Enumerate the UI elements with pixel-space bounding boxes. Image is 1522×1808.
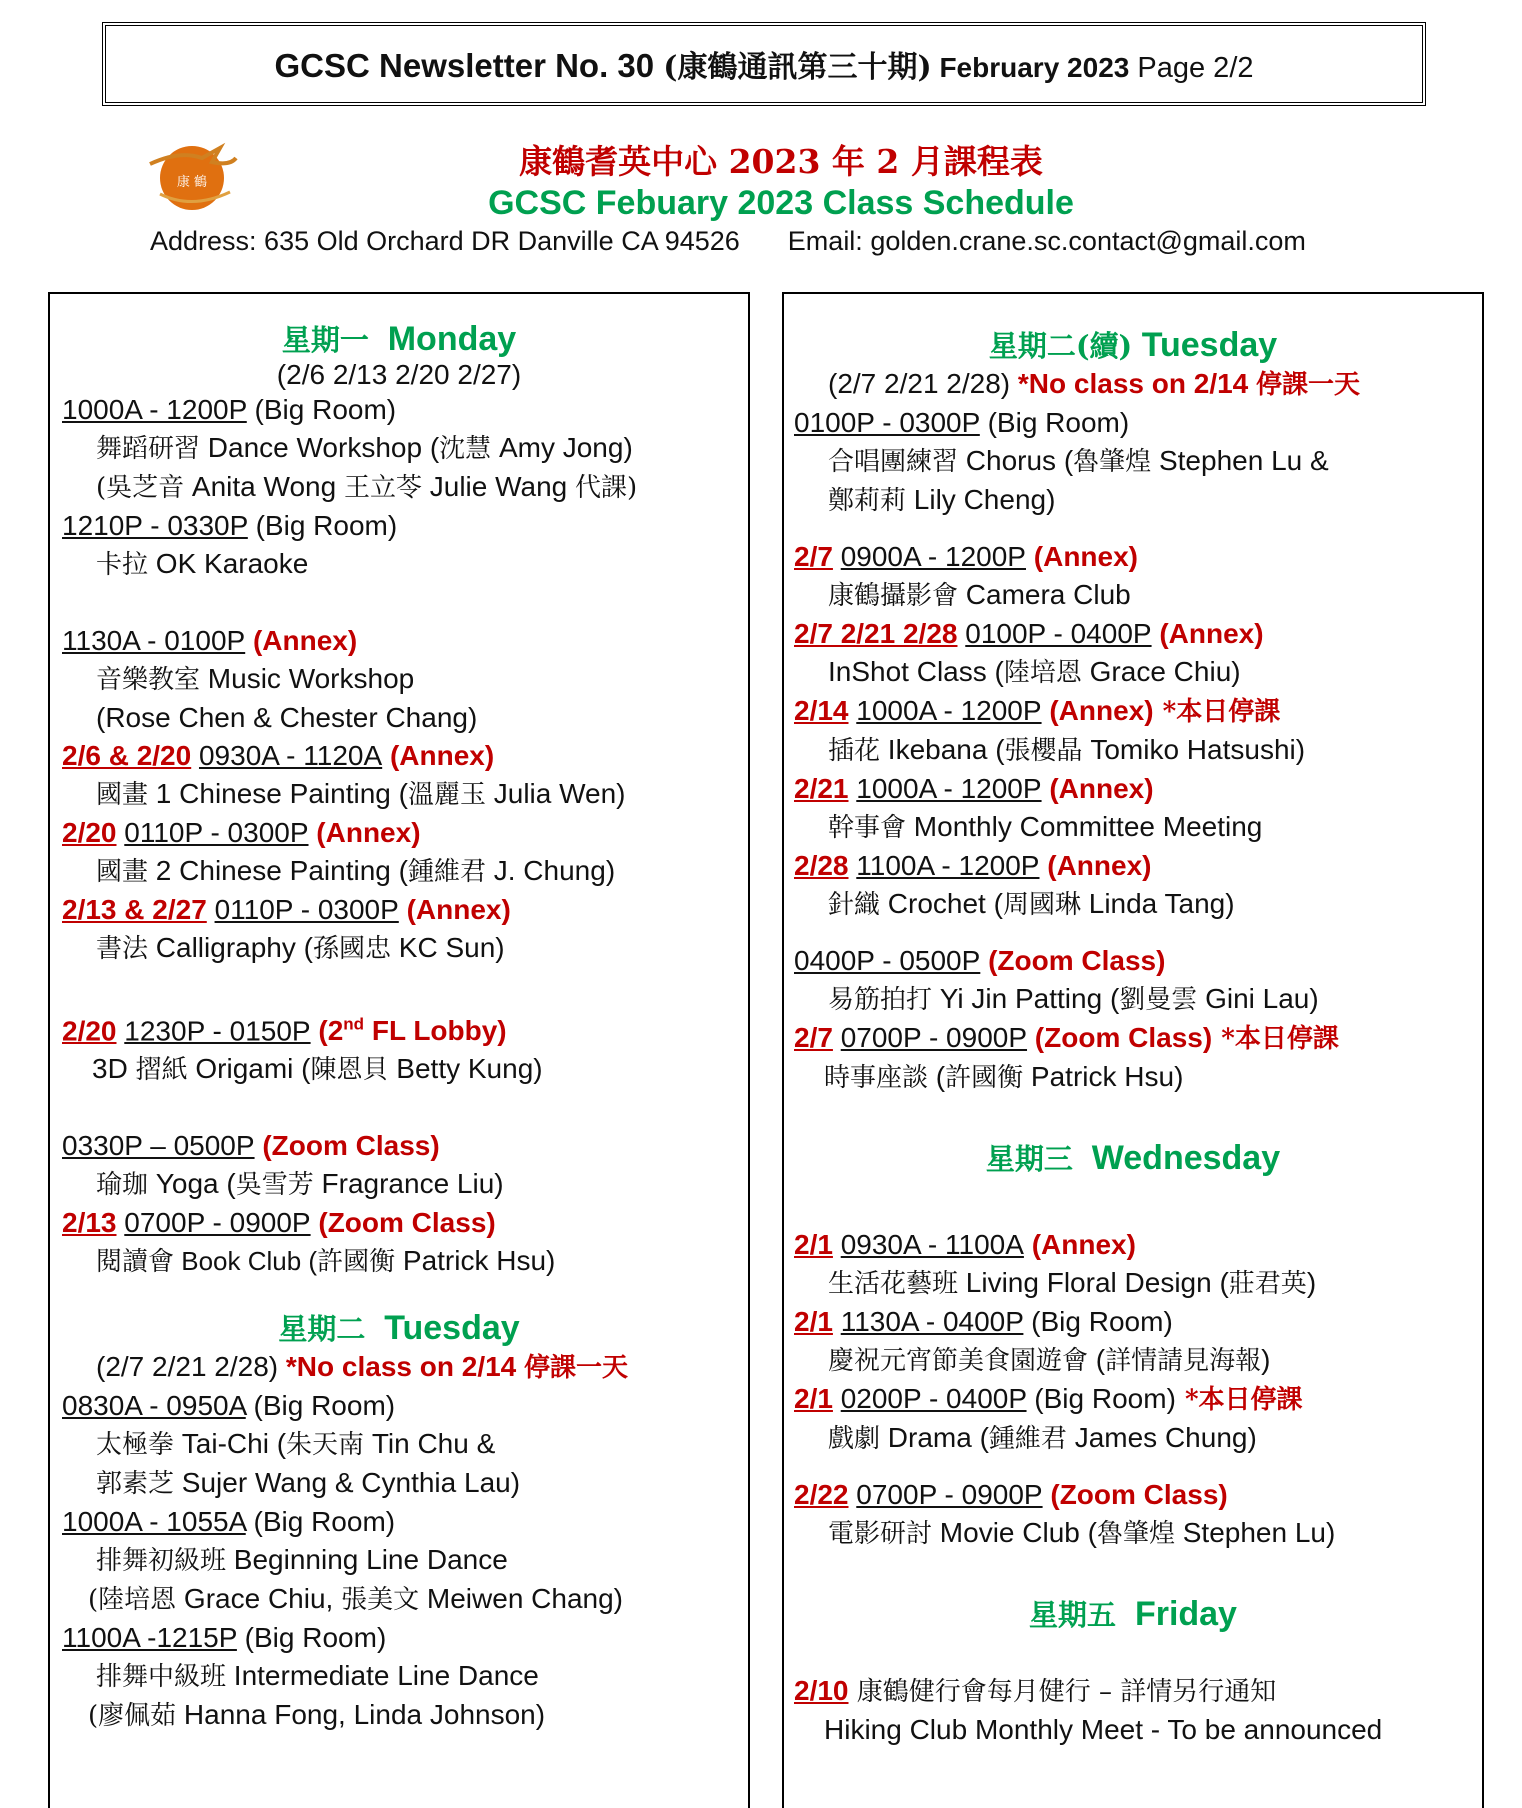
zh-text: 張櫻晶 xyxy=(1004,736,1083,766)
en-text: Gini Lau) xyxy=(1197,983,1319,1014)
no-class-text: *No class on 2/14 xyxy=(285,1351,525,1383)
zh-text: 易筋拍打 xyxy=(828,985,933,1015)
en-text: Tai-Chi ( xyxy=(174,1428,287,1460)
zh-text: (廖佩茹 xyxy=(88,1701,177,1732)
no-class-zh: 停課一天 xyxy=(524,1353,629,1384)
zh-text: 張美文 xyxy=(341,1585,420,1616)
class-desc xyxy=(62,1580,748,1619)
zh-text: (陸培恩 xyxy=(88,1585,177,1616)
zh-text: 鍾維君 xyxy=(988,1424,1067,1454)
class-time: 0700P - 0900P xyxy=(856,1479,1043,1510)
friday-heading-zh: 星期五 xyxy=(1029,1598,1117,1632)
class-entry xyxy=(62,622,748,660)
zh-text: 陸培恩 xyxy=(1003,658,1082,688)
class-time: 1210P - 0330P xyxy=(62,510,248,541)
zh-text: 王立苓 xyxy=(343,473,422,503)
en-text: ) xyxy=(1261,1344,1271,1375)
banner-newsletter-zh: (康鶴通訊第三十期) xyxy=(663,50,932,85)
zh-text: 詳情請見海報 xyxy=(1105,1346,1262,1376)
zh-text: 郭素芝 xyxy=(96,1469,175,1500)
zh-text: 太極拳 xyxy=(96,1430,175,1461)
class-time: 1130A - 0100P xyxy=(62,625,246,656)
en-text: Tomiko Hatsushi) xyxy=(1082,734,1306,765)
class-date: 2/28 xyxy=(794,850,849,881)
class-date: 2/1 xyxy=(794,1306,833,1337)
class-time: 1100A -1215P xyxy=(62,1622,237,1654)
email-text: Email: golden.crane.sc.contact@gmail.com xyxy=(787,226,1306,256)
en-text: 1 Chinese Painting ( xyxy=(148,778,408,809)
zh-text: 康鶴健行會每月健行 – 詳情另行通知 xyxy=(848,1677,1277,1707)
class-date: 2/7 2/21 2/28 xyxy=(794,618,958,649)
zh-text: 吳雪芳 xyxy=(235,1170,314,1201)
left-column xyxy=(48,292,750,1808)
class-desc xyxy=(794,442,1482,481)
no-class-zh: 停課一天 xyxy=(1256,370,1361,400)
en-text: Dance Workshop ( xyxy=(200,432,440,463)
class-desc xyxy=(794,1711,1482,1749)
right-column xyxy=(782,292,1484,1808)
contact-line xyxy=(150,226,1306,257)
class-room: (Annex) xyxy=(245,625,358,656)
class-room: (Annex) xyxy=(1041,773,1154,804)
class-room: (Zoom Class) xyxy=(980,945,1166,976)
class-time: 1000A - 1055A xyxy=(62,1506,246,1538)
cancel-note: *本日停課 xyxy=(1212,1024,1339,1054)
class-entry xyxy=(62,1619,748,1657)
en-text: InShot Class ( xyxy=(828,656,1004,687)
zh-text: 摺紙 xyxy=(135,1055,188,1086)
class-desc xyxy=(794,1419,1482,1458)
dates-text: (2/7 2/21 2/28) xyxy=(828,368,1018,399)
zh-text: 魯肇煌 xyxy=(1073,447,1152,477)
class-date: 2/20 xyxy=(62,1015,117,1047)
en-text: Grace Chiu) xyxy=(1081,656,1241,687)
class-room: (Annex) xyxy=(1041,695,1154,726)
en-text: ) xyxy=(1306,1267,1317,1298)
class-entry xyxy=(62,1387,748,1425)
class-room: (Zoom Class) xyxy=(1042,1479,1228,1510)
class-entry xyxy=(794,942,1482,980)
class-date: 2/7 xyxy=(794,541,833,572)
class-time: 0700P - 0900P xyxy=(840,1022,1028,1053)
en-text: Amy Jong) xyxy=(491,432,633,463)
cancel-note: *本日停課 xyxy=(1175,1385,1303,1415)
class-entry xyxy=(794,770,1482,808)
zh-text: 戲劇 xyxy=(828,1424,881,1454)
class-time: 1000A - 1200P xyxy=(856,773,1042,804)
en-text: Betty Kung) xyxy=(388,1053,543,1085)
zh-text: 舞蹈研習 xyxy=(96,434,201,464)
en-text: Julie Wang xyxy=(421,471,575,502)
class-date: 2/7 xyxy=(794,1022,833,1053)
zh-text: (吳芝音 xyxy=(96,473,185,503)
en-text: Sujer Wang & Cynthia Lau) xyxy=(174,1467,521,1499)
class-room xyxy=(311,1015,507,1046)
en-text: Beginning Line Dance xyxy=(226,1544,508,1576)
zh-text: 瑜珈 xyxy=(96,1170,149,1201)
friday-heading-en: Friday xyxy=(1134,1595,1237,1633)
en-text: Linda Tang) xyxy=(1080,888,1235,919)
zh-text: 國畫 xyxy=(96,780,149,810)
class-desc xyxy=(62,1242,748,1281)
en-text: Chorus ( xyxy=(958,445,1074,476)
en-text: James Chung) xyxy=(1066,1422,1257,1453)
banner-text xyxy=(275,42,1254,86)
en-text: Hanna Fong, Linda Johnson) xyxy=(176,1699,546,1731)
tuesday-cont-heading xyxy=(784,324,1482,365)
en-text: Movie Club ( xyxy=(932,1517,1097,1548)
en-text: Ikebana ( xyxy=(880,734,1005,765)
en-text: Patrick Hsu) xyxy=(395,1245,556,1277)
class-time: 0830A - 0950A xyxy=(62,1390,246,1422)
schedule-title-zh: 康鶴耆英中心 2023 年 2 月課程表 xyxy=(519,142,1043,181)
zh-text: 周國琳 xyxy=(1002,890,1081,920)
cancel-note: *本日停課 xyxy=(1153,697,1281,727)
class-date: 2/20 xyxy=(62,817,117,848)
en-text: Camera Club xyxy=(958,579,1131,610)
zh-text: 書法 xyxy=(96,934,149,964)
class-entry xyxy=(794,1476,1482,1514)
class-entry xyxy=(794,1672,1482,1711)
class-time: 1000A - 1200P xyxy=(856,695,1042,726)
class-date: 2/10 xyxy=(794,1675,849,1706)
address-text: Address: 635 Old Orchard DR Danville CA 94526 xyxy=(150,226,740,256)
class-time: 0110P - 0300P xyxy=(124,817,309,848)
class-time: 0110P - 0300P xyxy=(214,894,399,925)
class-desc xyxy=(62,775,748,814)
friday-heading xyxy=(784,1593,1482,1634)
class-time: 0330P – 0500P xyxy=(62,1130,255,1162)
zh-text: 許國衡 xyxy=(317,1247,396,1278)
en-text: Anita Wong xyxy=(184,471,344,502)
zh-text: 許國衡 xyxy=(945,1063,1024,1093)
class-desc xyxy=(794,808,1482,847)
monday-heading xyxy=(50,318,748,359)
monday-heading-en: Monday xyxy=(387,320,517,358)
class-desc xyxy=(794,980,1482,1019)
class-room: (Annex) xyxy=(1023,1229,1136,1260)
class-time: 1230P - 0150P xyxy=(124,1015,311,1047)
class-desc xyxy=(62,1541,748,1580)
tuesday-heading-en: Tuesday xyxy=(384,1309,520,1348)
class-entry xyxy=(62,507,748,545)
tuesday-cont-dates xyxy=(794,365,1482,404)
class-desc xyxy=(794,885,1482,924)
class-desc xyxy=(794,1264,1482,1303)
zh-text: 莊君英 xyxy=(1228,1269,1307,1299)
tuesday-cont-heading-en: Tuesday xyxy=(1141,326,1278,364)
class-date: 2/14 xyxy=(794,695,849,726)
tuesday-cont-heading-zh: 星期二(續) xyxy=(988,329,1133,363)
zh-text: 排舞初級班 xyxy=(96,1546,227,1577)
class-room: (Annex) xyxy=(1039,850,1152,881)
zh-text: 沈慧 xyxy=(439,434,492,464)
class-time: 1130A - 0400P xyxy=(840,1306,1024,1337)
banner-page: Page 2/2 xyxy=(1129,52,1254,84)
en-text: Intermediate Line Dance xyxy=(226,1660,539,1692)
zh-text: 鄭莉莉 xyxy=(828,486,907,516)
logo-label: 康 鶴 xyxy=(176,175,208,190)
en-text: Crochet ( xyxy=(880,888,1003,919)
wednesday-heading xyxy=(784,1137,1482,1178)
class-entry xyxy=(794,1226,1482,1264)
schedule-title-en: GCSC Febuary 2023 Class Schedule xyxy=(488,184,1074,222)
class-entry xyxy=(62,737,748,775)
class-entry xyxy=(62,1127,748,1165)
en-text: 3D xyxy=(92,1053,136,1085)
class-desc xyxy=(62,1464,748,1503)
class-room: (Annex) xyxy=(398,894,511,925)
monday-heading-zh: 星期一 xyxy=(281,323,369,357)
class-desc xyxy=(62,929,748,968)
zh-text: 陳恩貝 xyxy=(310,1055,389,1086)
class-time: 1000A - 1200P xyxy=(62,394,247,425)
zh-text: 劉曼雲 xyxy=(1119,985,1198,1015)
class-room: (Big Room) xyxy=(246,394,397,425)
zh-text: 時事座談 xyxy=(824,1063,929,1093)
en-text: Book Club ( xyxy=(174,1246,318,1277)
zh-text: 幹事會 xyxy=(828,813,907,843)
zh-text: 排舞中級班 xyxy=(96,1662,227,1693)
class-room: (Zoom Class) xyxy=(310,1207,496,1239)
zh-text: 插花 xyxy=(828,736,881,766)
zh-text: 溫麗玉 xyxy=(407,780,486,810)
wednesday-heading-zh: 星期三 xyxy=(985,1142,1073,1176)
en-text: Stephen Lu & xyxy=(1151,445,1329,476)
class-time: 0930A - 1120A xyxy=(198,740,383,771)
zh-text: 朱天南 xyxy=(286,1430,365,1461)
en-text: 2 Chinese Painting ( xyxy=(148,855,408,886)
en-text: Living Floral Design ( xyxy=(958,1267,1229,1298)
en-text: Drama ( xyxy=(880,1422,989,1453)
class-date: 2/13 xyxy=(62,1207,117,1239)
zh-text: 音樂教室 xyxy=(96,665,201,695)
class-desc xyxy=(62,468,748,507)
class-room: (Big Room) xyxy=(247,510,398,541)
zh-text: 生活花藝班 xyxy=(828,1269,959,1299)
class-desc xyxy=(794,1514,1482,1553)
class-room: (Big Room) xyxy=(245,1390,396,1422)
class-desc xyxy=(62,852,748,891)
en-text: Tin Chu & xyxy=(364,1428,496,1460)
class-desc xyxy=(62,429,748,468)
en-text: Meiwen Chang) xyxy=(419,1583,623,1615)
class-room: (Big Room) xyxy=(1026,1383,1176,1414)
zh-text: 魯肇煌 xyxy=(1096,1519,1175,1549)
en-text: Lily Cheng) xyxy=(906,484,1056,515)
class-desc xyxy=(794,1341,1482,1380)
monday-dates: (2/6 2/13 2/20 2/27) xyxy=(276,359,522,390)
class-entry xyxy=(62,814,748,852)
zh-text: 國畫 xyxy=(96,857,149,887)
en-text: OK Karaoke xyxy=(148,548,309,579)
class-desc xyxy=(794,1058,1482,1097)
class-room: (Zoom Class) xyxy=(254,1130,440,1162)
class-time: 0100P - 0300P xyxy=(794,407,980,438)
en-text: Fragrance Liu) xyxy=(313,1168,504,1200)
zh-text: 閱讀會 xyxy=(96,1247,175,1278)
en-text: ( xyxy=(928,1061,946,1092)
class-entry xyxy=(62,1006,748,1050)
room-part: (2 xyxy=(310,1015,344,1047)
en-text: Calligraphy ( xyxy=(148,932,313,963)
room-part: FL Lobby) xyxy=(364,1015,507,1047)
class-date: 2/1 xyxy=(794,1229,833,1260)
class-entry xyxy=(794,692,1482,731)
en-text: Origami ( xyxy=(187,1053,311,1085)
class-room: (Big Room) xyxy=(236,1622,387,1654)
class-desc xyxy=(62,660,748,699)
wednesday-heading-en: Wednesday xyxy=(1091,1139,1281,1177)
banner-newsletter-number: GCSC Newsletter No. 30 xyxy=(274,47,664,84)
zh-text: 康鶴攝影會 xyxy=(828,581,959,611)
en-text: Monthly Committee Meeting xyxy=(906,811,1263,842)
room-sup: nd xyxy=(343,1015,365,1034)
class-room: (Zoom Class) xyxy=(1027,1022,1213,1053)
zh-text: 合唱團練習 xyxy=(828,447,959,477)
zh-text: 電影研討 xyxy=(828,1519,933,1549)
class-date: 2/6 & 2/20 xyxy=(62,740,192,771)
en-text: Stephen Lu) xyxy=(1174,1517,1336,1548)
class-entry xyxy=(62,391,748,429)
class-date: 2/22 xyxy=(794,1479,849,1510)
class-time: 0200P - 0400P xyxy=(840,1383,1027,1414)
class-room: (Big Room) xyxy=(1023,1306,1173,1337)
en-text: Julia Wen) xyxy=(485,778,626,809)
class-entry xyxy=(794,1303,1482,1341)
class-room: (Annex) xyxy=(1026,541,1138,572)
class-entry xyxy=(794,404,1482,442)
class-room: (Annex) xyxy=(382,740,495,771)
class-entry xyxy=(794,1019,1482,1058)
class-desc xyxy=(794,731,1482,770)
zh-text: 鍾維君 xyxy=(407,857,486,887)
class-room: (Big Room) xyxy=(979,407,1130,438)
class-entry xyxy=(794,847,1482,885)
en-text: Music Workshop xyxy=(200,663,415,694)
class-date: 2/13 & 2/27 xyxy=(62,894,207,925)
class-desc xyxy=(62,545,748,584)
class-room: (Annex) xyxy=(308,817,421,848)
en-text: (Rose Chen & Chester Chang) xyxy=(96,702,478,733)
class-room: (Annex) xyxy=(1151,618,1264,649)
en-text: J. Chung) xyxy=(485,855,616,886)
class-room: (Big Room) xyxy=(245,1506,396,1538)
class-time: 0930A - 1100A xyxy=(840,1229,1024,1260)
class-desc xyxy=(62,1425,748,1464)
class-desc xyxy=(62,699,748,737)
class-entry xyxy=(62,1204,748,1242)
zh-text: 卡拉 xyxy=(96,550,149,580)
en-text: Yi Jin Patting ( xyxy=(932,983,1120,1014)
class-time: 0700P - 0900P xyxy=(124,1207,311,1239)
class-entry xyxy=(794,615,1482,653)
class-entry xyxy=(794,1380,1482,1419)
en-text: Yoga ( xyxy=(148,1168,236,1200)
class-desc xyxy=(62,1165,748,1204)
zh-text: 代課) xyxy=(575,473,638,503)
dates-text: (2/7 2/21 2/28) xyxy=(96,1351,286,1383)
class-entry xyxy=(794,538,1482,576)
en-text: Grace Chiu, xyxy=(176,1583,342,1615)
tuesday-dates xyxy=(62,1348,748,1387)
class-date: 2/1 xyxy=(794,1383,833,1414)
no-class-text: *No class on 2/14 xyxy=(1017,368,1257,399)
class-desc xyxy=(794,576,1482,615)
newsletter-banner xyxy=(102,22,1426,106)
class-time: 1100A - 1200P xyxy=(856,850,1040,881)
zh-text: 孫國忠 xyxy=(312,934,391,964)
en-text: ( xyxy=(1088,1344,1106,1375)
class-time: 0400P - 0500P xyxy=(794,945,981,976)
class-desc xyxy=(62,1696,748,1735)
class-date: 2/21 xyxy=(794,773,849,804)
class-entry xyxy=(62,1503,748,1541)
class-entry xyxy=(62,891,748,929)
class-desc xyxy=(62,1050,748,1089)
class-desc xyxy=(794,481,1482,520)
en-text: KC Sun) xyxy=(390,932,505,963)
en-text: Hiking Club Monthly Meet - To be announced xyxy=(824,1714,1383,1745)
en-text: Patrick Hsu) xyxy=(1023,1061,1184,1092)
tuesday-heading xyxy=(50,1307,748,1348)
zh-text: 針織 xyxy=(828,890,881,920)
class-time: 0900A - 1200P xyxy=(840,541,1026,572)
class-time: 0100P - 0400P xyxy=(965,618,1152,649)
banner-month: February 2023 xyxy=(931,52,1130,83)
class-desc xyxy=(62,1657,748,1696)
class-desc xyxy=(794,653,1482,692)
tuesday-heading-zh: 星期二 xyxy=(278,1312,366,1347)
zh-text: 慶祝元宵節美食園遊會 xyxy=(828,1346,1089,1376)
